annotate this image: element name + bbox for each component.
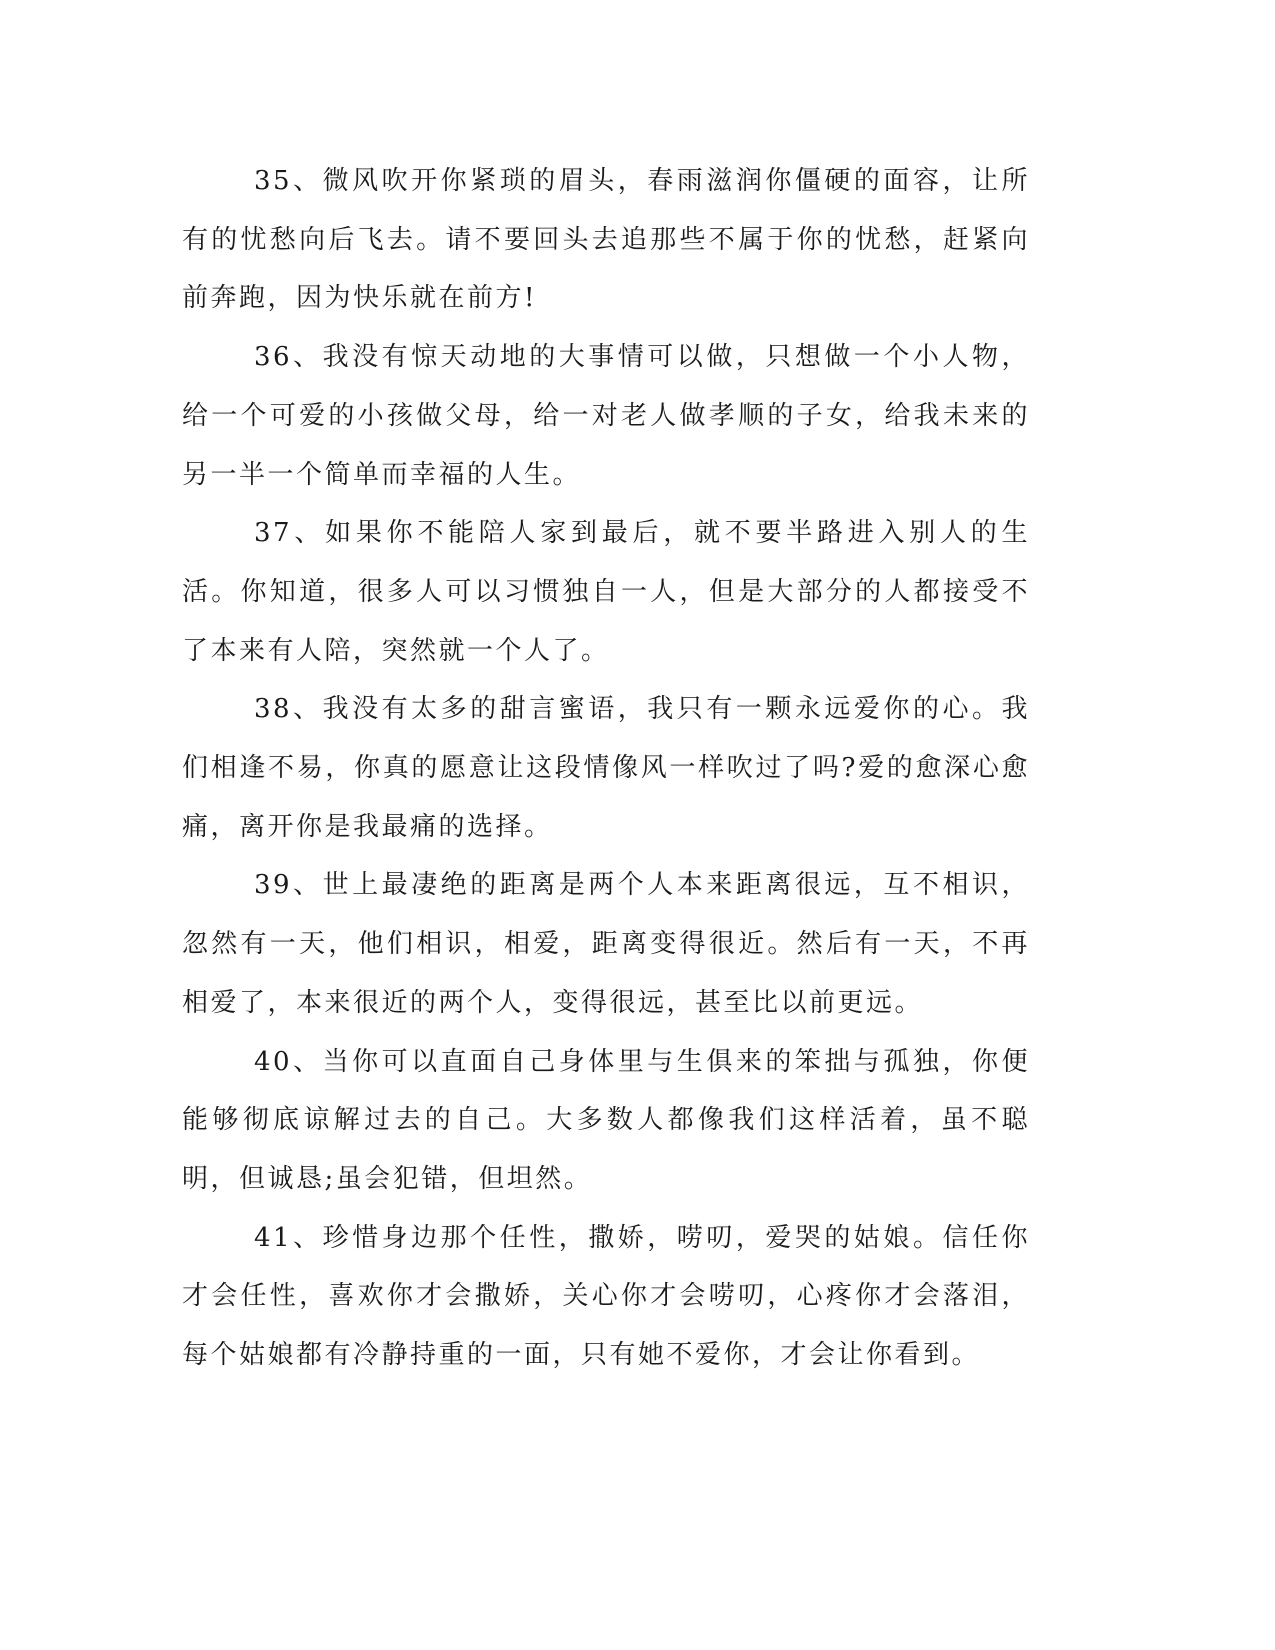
paragraph-41: 41、珍惜身边那个任性，撒娇，唠叨，爱哭的姑娘。信任你才会任性，喜欢你才会撒娇，关心你才会唠叨，心疼你才会落泪，每个姑娘都有冷静持重的一面，只有她不爱你，才会让你看到。 <box>182 1222 1030 1371</box>
paragraph-37: 37、如果你不能陪人家到最后，就不要半路进入别人的生活。你知道，很多人可以习惯独自一人，但是大部分的人都接受不了本来有人陪，突然就一个人了。 <box>182 518 1030 666</box>
paragraph-35: 35、微风吹开你紧琐的眉头，春雨滋润你僵硬的面容，让所有的忧愁向后飞去。请不要回头去追那些不属于你的忧愁，赶紧向前奔跑，因为快乐就在前方! <box>182 166 1030 314</box>
paragraph-39: 39、世上最凄绝的距离是两个人本来距离很远，互不相识，忽然有一天，他们相识，相爱，距离变得很近。然后有一天，不再相爱了，本来很近的两个人，变得很远，甚至比以前更远。 <box>182 870 1030 1018</box>
paragraph-40: 40、当你可以直面自己身体里与生俱来的笨拙与孤独，你便能够彻底谅解过去的自己。大多数人都像我们这样活着，虽不聪明，但诚恳;虽会犯错，但坦然。 <box>182 1046 1030 1194</box>
document-body <box>182 152 1030 1385</box>
paragraph-38: 38、我没有太多的甜言蜜语，我只有一颗永远爱你的心。我们相逢不易，你真的愿意让这段情像风一样吹过了吗?爱的愈深心愈痛，离开你是我最痛的选择。 <box>182 694 1030 842</box>
paragraph-36: 36、我没有惊天动地的大事情可以做，只想做一个小人物，给一个可爱的小孩做父母，给一对老人做孝顺的子女，给我未来的另一半一个简单而幸福的人生。 <box>182 342 1030 490</box>
